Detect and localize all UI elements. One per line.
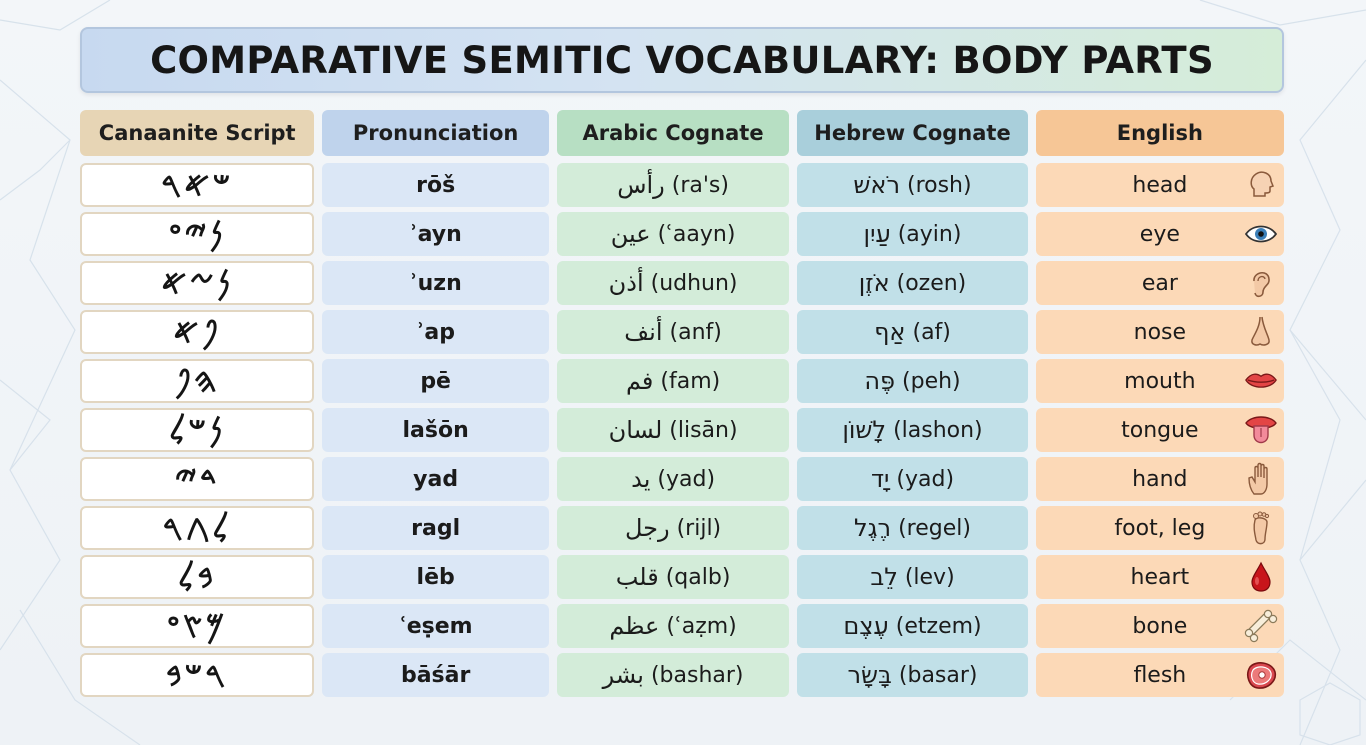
pronunciation-cell: ʾuzn [322, 261, 548, 305]
hebrew-word: לָשׁוֹן [842, 416, 887, 444]
hebrew-transliteration: (regel) [898, 515, 971, 541]
header-pronunciation: Pronunciation [322, 110, 548, 156]
pronunciation-cell: rōš [322, 163, 548, 207]
hebrew-word: עַיִן [863, 220, 891, 248]
english-word: ear [1141, 270, 1178, 296]
english-cell [1036, 163, 1284, 207]
canaanite-script-cell [80, 506, 314, 550]
ear-icon [1244, 266, 1278, 300]
hebrew-cognate-cell [797, 408, 1027, 452]
table-row [80, 212, 1284, 256]
hebrew-cognate-cell [797, 261, 1027, 305]
canaanite-script-cell [80, 310, 314, 354]
canaanite-script-text: 𐤄𐤐 [174, 361, 220, 401]
table-row [80, 310, 1284, 354]
canaanite-script-text: 𐤁𐤋 [178, 557, 217, 597]
canaanite-script-cell [80, 261, 314, 305]
arabic-cognate-cell [557, 163, 789, 207]
pronunciation-cell: ragl [322, 506, 548, 550]
arabic-transliteration: (yad) [657, 466, 716, 492]
blood-drop-icon [1244, 560, 1278, 594]
hebrew-cognate-cell [797, 310, 1027, 354]
hebrew-cognate-cell [797, 653, 1027, 697]
canaanite-script-text: 𐤌𐤑𐤏 [167, 606, 228, 646]
english-cell [1036, 604, 1284, 648]
hebrew-word: רֹאשׁ [853, 171, 900, 199]
arabic-word: قلب [615, 563, 659, 591]
nose-icon [1244, 315, 1278, 349]
canaanite-script-text: 𐤓𐤔𐤁 [165, 655, 229, 695]
arabic-cognate-cell [557, 653, 789, 697]
hebrew-cognate-cell [797, 506, 1027, 550]
arabic-transliteration: (lisān) [669, 417, 738, 443]
canaanite-script-cell [80, 653, 314, 697]
hebrew-transliteration: (etzem) [895, 613, 982, 639]
hebrew-word: בָּשָׂר [847, 661, 892, 689]
table-row [80, 506, 1284, 550]
hebrew-transliteration: (lev) [904, 564, 955, 590]
english-word: nose [1133, 319, 1187, 345]
table-header-row [80, 110, 1284, 156]
english-cell [1036, 506, 1284, 550]
arabic-transliteration: (ʿaayn) [657, 221, 736, 247]
hebrew-transliteration: (ayin) [897, 221, 962, 247]
hebrew-word: עֶצֶם [843, 612, 889, 640]
english-cell [1036, 212, 1284, 256]
english-word: hand [1132, 466, 1188, 492]
table-row [80, 163, 1284, 207]
canaanite-script-text: 𐤔𐤀𐤓 [161, 165, 234, 205]
arabic-transliteration: (udhun) [650, 270, 738, 296]
arabic-cognate-cell [557, 604, 789, 648]
hebrew-cognate-cell [797, 359, 1027, 403]
mouth-icon [1244, 364, 1278, 398]
hebrew-word: רֶגֶל [854, 514, 892, 542]
hebrew-transliteration: (lashon) [893, 417, 983, 443]
english-cell [1036, 653, 1284, 697]
canaanite-script-cell [80, 359, 314, 403]
arabic-transliteration: (qalb) [665, 564, 731, 590]
pronunciation-cell: lēb [322, 555, 548, 599]
canaanite-script-cell [80, 212, 314, 256]
pronunciation-cell: ʾayn [322, 212, 548, 256]
arabic-word: أنف [624, 318, 663, 346]
english-cell [1036, 408, 1284, 452]
arabic-word: عين [610, 220, 651, 248]
hebrew-cognate-cell [797, 163, 1027, 207]
header-english: English [1036, 110, 1284, 156]
arabic-transliteration: (ra's) [671, 172, 729, 198]
hebrew-word: אֹזֶן [858, 269, 890, 297]
english-cell [1036, 457, 1284, 501]
hebrew-transliteration: (peh) [902, 368, 961, 394]
title-banner [80, 27, 1284, 93]
header-arabic-cognate: Arabic Cognate [557, 110, 789, 156]
arabic-word: بشر [602, 661, 644, 689]
arabic-word: رأس [617, 171, 665, 199]
pronunciation-cell: lašōn [322, 408, 548, 452]
table-row [80, 408, 1284, 452]
pronunciation-cell: bāśār [322, 653, 548, 697]
header-hebrew-cognate: Hebrew Cognate [797, 110, 1027, 156]
canaanite-script-text: 𐤃𐤉 [174, 459, 220, 499]
pronunciation-cell: ʿeṣem [322, 604, 548, 648]
canaanite-script-cell [80, 163, 314, 207]
arabic-transliteration: (fam) [660, 368, 721, 394]
hebrew-transliteration: (af) [912, 319, 951, 345]
table-row [80, 359, 1284, 403]
arabic-transliteration: (anf) [669, 319, 722, 345]
pronunciation-cell: pē [322, 359, 548, 403]
table-row [80, 604, 1284, 648]
canaanite-script-cell [80, 604, 314, 648]
table-row [80, 555, 1284, 599]
arabic-cognate-cell [557, 457, 789, 501]
canaanite-script-text: 𐤍𐤔𐤋 [169, 410, 226, 450]
hand-icon [1244, 462, 1278, 496]
vocabulary-table [80, 110, 1284, 702]
english-cell [1036, 310, 1284, 354]
arabic-word: فم [625, 367, 654, 395]
foot-icon [1244, 511, 1278, 545]
header-canaanite-script: Canaanite Script [80, 110, 314, 156]
english-cell [1036, 555, 1284, 599]
bone-icon [1244, 609, 1278, 643]
hebrew-cognate-cell [797, 212, 1027, 256]
english-cell [1036, 359, 1284, 403]
head-icon [1244, 168, 1278, 202]
english-word: foot, leg [1114, 515, 1206, 541]
hebrew-transliteration: (yad) [896, 466, 955, 492]
tongue-icon [1244, 413, 1278, 447]
arabic-cognate-cell [557, 261, 789, 305]
arabic-word: يد [631, 465, 651, 493]
canaanite-script-cell [80, 408, 314, 452]
hebrew-transliteration: (ozen) [896, 270, 967, 296]
english-word: heart [1130, 564, 1190, 590]
eye-icon [1244, 217, 1278, 251]
hebrew-transliteration: (rosh) [906, 172, 972, 198]
english-word: head [1132, 172, 1188, 198]
arabic-transliteration: (bashar) [650, 662, 744, 688]
arabic-cognate-cell [557, 359, 789, 403]
hebrew-word: פֶּה [864, 367, 896, 395]
table-row [80, 457, 1284, 501]
arabic-cognate-cell [557, 555, 789, 599]
english-word: eye [1139, 221, 1180, 247]
canaanite-script-text: 𐤍𐤉𐤏 [168, 214, 226, 254]
arabic-cognate-cell [557, 506, 789, 550]
arabic-word: أذن [608, 269, 644, 297]
table-body [80, 163, 1284, 697]
hebrew-cognate-cell [797, 457, 1027, 501]
english-word: flesh [1133, 662, 1187, 688]
canaanite-script-text: 𐤍𐤆𐤀 [161, 263, 233, 303]
meat-icon [1244, 658, 1278, 692]
english-word: tongue [1121, 417, 1199, 443]
arabic-word: عظم [609, 612, 660, 640]
hebrew-transliteration: (basar) [898, 662, 978, 688]
english-word: bone [1132, 613, 1188, 639]
canaanite-script-cell [80, 555, 314, 599]
pronunciation-cell: ʾap [322, 310, 548, 354]
arabic-cognate-cell [557, 408, 789, 452]
english-cell [1036, 261, 1284, 305]
arabic-cognate-cell [557, 310, 789, 354]
page-title: COMPARATIVE SEMITIC VOCABULARY: BODY PARTS [150, 38, 1214, 82]
hebrew-word: לֵב [870, 563, 898, 591]
arabic-cognate-cell [557, 212, 789, 256]
english-word: mouth [1124, 368, 1196, 394]
canaanite-script-cell [80, 457, 314, 501]
hebrew-word: יָד [870, 465, 890, 493]
arabic-transliteration: (ʿaẓm) [666, 613, 737, 639]
canaanite-script-text: 𐤐𐤀 [173, 312, 221, 352]
arabic-word: رجل [624, 514, 670, 542]
hebrew-word: אַף [874, 318, 906, 346]
canaanite-script-text: 𐤋𐤂𐤓 [162, 508, 232, 548]
hebrew-cognate-cell [797, 555, 1027, 599]
table-row [80, 261, 1284, 305]
arabic-transliteration: (rijl) [676, 515, 722, 541]
hebrew-cognate-cell [797, 604, 1027, 648]
table-row [80, 653, 1284, 697]
pronunciation-cell: yad [322, 457, 548, 501]
arabic-word: لسان [608, 416, 663, 444]
